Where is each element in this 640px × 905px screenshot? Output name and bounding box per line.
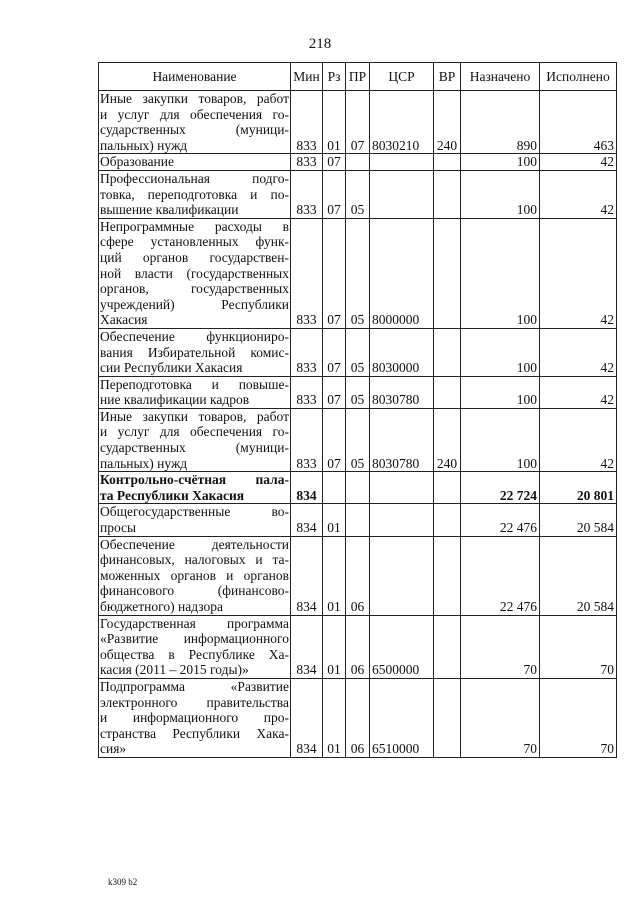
row-rz-cell: 07 — [323, 328, 346, 376]
row-executed-cell: 42 — [540, 218, 617, 328]
row-assigned-cell: 22 476 — [461, 504, 540, 536]
table-row — [99, 376, 617, 408]
row-rz-cell: 07 — [323, 154, 346, 171]
row-min-cell: 834 — [291, 615, 323, 678]
row-vr-cell — [434, 678, 461, 757]
row-pr-cell: 06 — [346, 615, 370, 678]
row-name-cell — [99, 536, 291, 615]
row-name-line: пальных) нужд — [100, 455, 188, 471]
row-name-cell — [99, 678, 291, 757]
row-csr-cell: 6510000 — [370, 678, 434, 757]
row-rz-cell: 07 — [323, 376, 346, 408]
row-name-line: Образование — [100, 154, 174, 170]
row-vr-cell — [434, 536, 461, 615]
row-assigned-cell: 100 — [461, 328, 540, 376]
row-pr-cell: 05 — [346, 170, 370, 218]
row-rz-cell: 01 — [323, 536, 346, 615]
row-vr-cell — [434, 472, 461, 504]
row-executed-cell: 42 — [540, 154, 617, 171]
row-vr-cell — [434, 376, 461, 408]
row-rz-cell — [323, 472, 346, 504]
row-name-line: и услуг для обеспечения го- — [100, 424, 289, 440]
row-csr-cell: 8030210 — [370, 91, 434, 154]
row-name-line: органов, государственных — [100, 281, 289, 297]
row-name-cell — [99, 504, 291, 536]
row-name-line: сия» — [100, 741, 127, 757]
row-min-cell: 833 — [291, 408, 323, 471]
row-name-line: Профессиональная подго- — [100, 170, 289, 186]
row-assigned-cell: 70 — [461, 678, 540, 757]
row-vr-cell: 240 — [434, 91, 461, 154]
row-min-cell: 834 — [291, 504, 323, 536]
row-name-line: Обеспечение функциониро- — [100, 328, 289, 344]
row-name-line: моженных органов и органов — [100, 567, 289, 583]
row-name-line: финансовых, налоговых и та- — [100, 552, 289, 568]
footer-code: k309 b2 — [108, 877, 138, 887]
row-csr-cell — [370, 472, 434, 504]
col-header-min: Мин — [291, 63, 323, 91]
row-rz-cell: 07 — [323, 218, 346, 328]
col-header-executed: Исполнено — [540, 63, 617, 91]
row-csr-cell: 8030780 — [370, 376, 434, 408]
row-executed-cell: 42 — [540, 170, 617, 218]
row-min-cell: 833 — [291, 218, 323, 328]
row-vr-cell — [434, 154, 461, 171]
row-assigned-cell: 22 724 — [461, 472, 540, 504]
row-rz-cell: 07 — [323, 408, 346, 471]
row-min-cell: 833 — [291, 376, 323, 408]
row-csr-cell — [370, 536, 434, 615]
col-header-vr: ВР — [434, 63, 461, 91]
row-name-line: вания Избирательной комис- — [100, 344, 289, 360]
row-name-line: ние квалификации кадров — [100, 392, 250, 408]
row-assigned-cell: 100 — [461, 170, 540, 218]
table-row — [99, 218, 617, 328]
row-name-line: общества в Республике Ха- — [100, 646, 289, 662]
col-header-assigned: Назначено — [461, 63, 540, 91]
row-name-line: товка, переподготовка и по- — [100, 186, 289, 202]
row-vr-cell — [434, 504, 461, 536]
table-row — [99, 504, 617, 536]
row-rz-cell: 01 — [323, 615, 346, 678]
row-name-line: и информационного про- — [100, 710, 289, 726]
col-header-rz: Рз — [323, 63, 346, 91]
row-assigned-cell: 22 476 — [461, 536, 540, 615]
row-rz-cell: 07 — [323, 170, 346, 218]
table-row — [99, 472, 617, 504]
row-name-line: просы — [100, 520, 137, 536]
row-name-line: Иные закупки товаров, работ — [100, 91, 289, 106]
row-name-line: сударственных (муници- — [100, 440, 289, 456]
row-name-line: Подпрограмма «Развитие — [100, 678, 289, 694]
row-pr-cell: 05 — [346, 328, 370, 376]
row-executed-cell: 70 — [540, 678, 617, 757]
row-name-line: Непрограммные расходы в — [100, 218, 289, 234]
row-name-line: Контрольно-счётная пала- — [100, 472, 289, 488]
row-csr-cell — [370, 154, 434, 171]
row-min-cell: 833 — [291, 328, 323, 376]
row-executed-cell: 20 801 — [540, 472, 617, 504]
row-name-cell — [99, 328, 291, 376]
row-executed-cell: 463 — [540, 91, 617, 154]
row-name-line: учреждений) Республики — [100, 296, 289, 312]
row-pr-cell: 05 — [346, 408, 370, 471]
table-row — [99, 536, 617, 615]
row-min-cell: 834 — [291, 472, 323, 504]
row-pr-cell — [346, 154, 370, 171]
table-row — [99, 91, 617, 154]
table-header-row — [99, 63, 617, 91]
table-body — [99, 91, 617, 758]
row-executed-cell: 42 — [540, 408, 617, 471]
row-name-line: финансового (финансово- — [100, 583, 289, 599]
row-vr-cell — [434, 218, 461, 328]
row-vr-cell — [434, 615, 461, 678]
row-name-line: Обеспечение деятельности — [100, 536, 289, 552]
row-name-line: и услуг для обеспечения го- — [100, 106, 289, 122]
row-name-cell — [99, 472, 291, 504]
row-name-cell — [99, 154, 291, 171]
row-name-cell — [99, 408, 291, 471]
row-executed-cell: 20 584 — [540, 504, 617, 536]
row-assigned-cell: 70 — [461, 615, 540, 678]
row-name-line: электронного правительства — [100, 694, 289, 710]
row-min-cell: 834 — [291, 536, 323, 615]
row-pr-cell: 05 — [346, 218, 370, 328]
row-csr-cell — [370, 170, 434, 218]
row-pr-cell: 07 — [346, 91, 370, 154]
row-min-cell: 833 — [291, 170, 323, 218]
row-rz-cell: 01 — [323, 504, 346, 536]
row-csr-cell: 8030780 — [370, 408, 434, 471]
row-vr-cell — [434, 170, 461, 218]
row-executed-cell: 70 — [540, 615, 617, 678]
col-header-csr: ЦСР — [370, 63, 434, 91]
row-csr-cell — [370, 504, 434, 536]
row-name-cell — [99, 615, 291, 678]
row-executed-cell: 42 — [540, 376, 617, 408]
row-name-line: сии Республики Хакасия — [100, 360, 243, 376]
row-name-cell — [99, 218, 291, 328]
row-pr-cell — [346, 472, 370, 504]
row-assigned-cell: 100 — [461, 376, 540, 408]
row-name-line: бюджетного) надзора — [100, 599, 223, 614]
table-row — [99, 170, 617, 218]
row-name-line: сударственных (муници- — [100, 122, 289, 138]
row-name-line: Государственная программа — [100, 615, 289, 631]
row-executed-cell: 42 — [540, 328, 617, 376]
table-row — [99, 615, 617, 678]
row-pr-cell: 06 — [346, 678, 370, 757]
row-executed-cell: 20 584 — [540, 536, 617, 615]
row-name-cell — [99, 91, 291, 154]
row-name-line: странства Республики Хака- — [100, 725, 289, 741]
row-name-line: касия (2011 – 2015 годы)» — [100, 662, 249, 678]
row-name-line: ной власти (государственных — [100, 265, 289, 281]
row-name-line: сфере установленных функ- — [100, 234, 289, 250]
budget-table — [98, 62, 617, 758]
row-assigned-cell: 890 — [461, 91, 540, 154]
row-min-cell: 833 — [291, 91, 323, 154]
row-pr-cell: 05 — [346, 376, 370, 408]
row-assigned-cell: 100 — [461, 408, 540, 471]
row-csr-cell: 8000000 — [370, 218, 434, 328]
row-vr-cell: 240 — [434, 408, 461, 471]
row-name-line: ций органов государствен- — [100, 249, 289, 265]
row-pr-cell — [346, 504, 370, 536]
table-row — [99, 154, 617, 171]
col-header-name: Наименование — [99, 63, 291, 91]
table-row — [99, 678, 617, 757]
row-assigned-cell: 100 — [461, 154, 540, 171]
row-name-line: вышение квалификации — [100, 202, 239, 218]
table-row — [99, 328, 617, 376]
row-name-line: Иные закупки товаров, работ — [100, 408, 289, 424]
col-header-pr: ПР — [346, 63, 370, 91]
row-vr-cell — [434, 328, 461, 376]
row-name-line: Общегосударственные во- — [100, 504, 289, 520]
row-name-line: Хакасия — [100, 312, 148, 328]
row-name-line: та Республики Хакасия — [100, 487, 245, 503]
row-name-cell — [99, 170, 291, 218]
row-assigned-cell: 100 — [461, 218, 540, 328]
page-number: 218 — [308, 36, 332, 52]
row-name-line: «Развитие информационного — [100, 631, 289, 647]
row-min-cell: 834 — [291, 678, 323, 757]
row-name-line: Переподготовка и повыше- — [100, 376, 289, 392]
row-csr-cell: 6500000 — [370, 615, 434, 678]
table-row — [99, 408, 617, 471]
row-name-line: пальных) нужд — [100, 137, 188, 153]
row-name-cell — [99, 376, 291, 408]
row-csr-cell: 8030000 — [370, 328, 434, 376]
row-rz-cell: 01 — [323, 91, 346, 154]
row-pr-cell: 06 — [346, 536, 370, 615]
row-min-cell: 833 — [291, 154, 323, 171]
row-rz-cell: 01 — [323, 678, 346, 757]
